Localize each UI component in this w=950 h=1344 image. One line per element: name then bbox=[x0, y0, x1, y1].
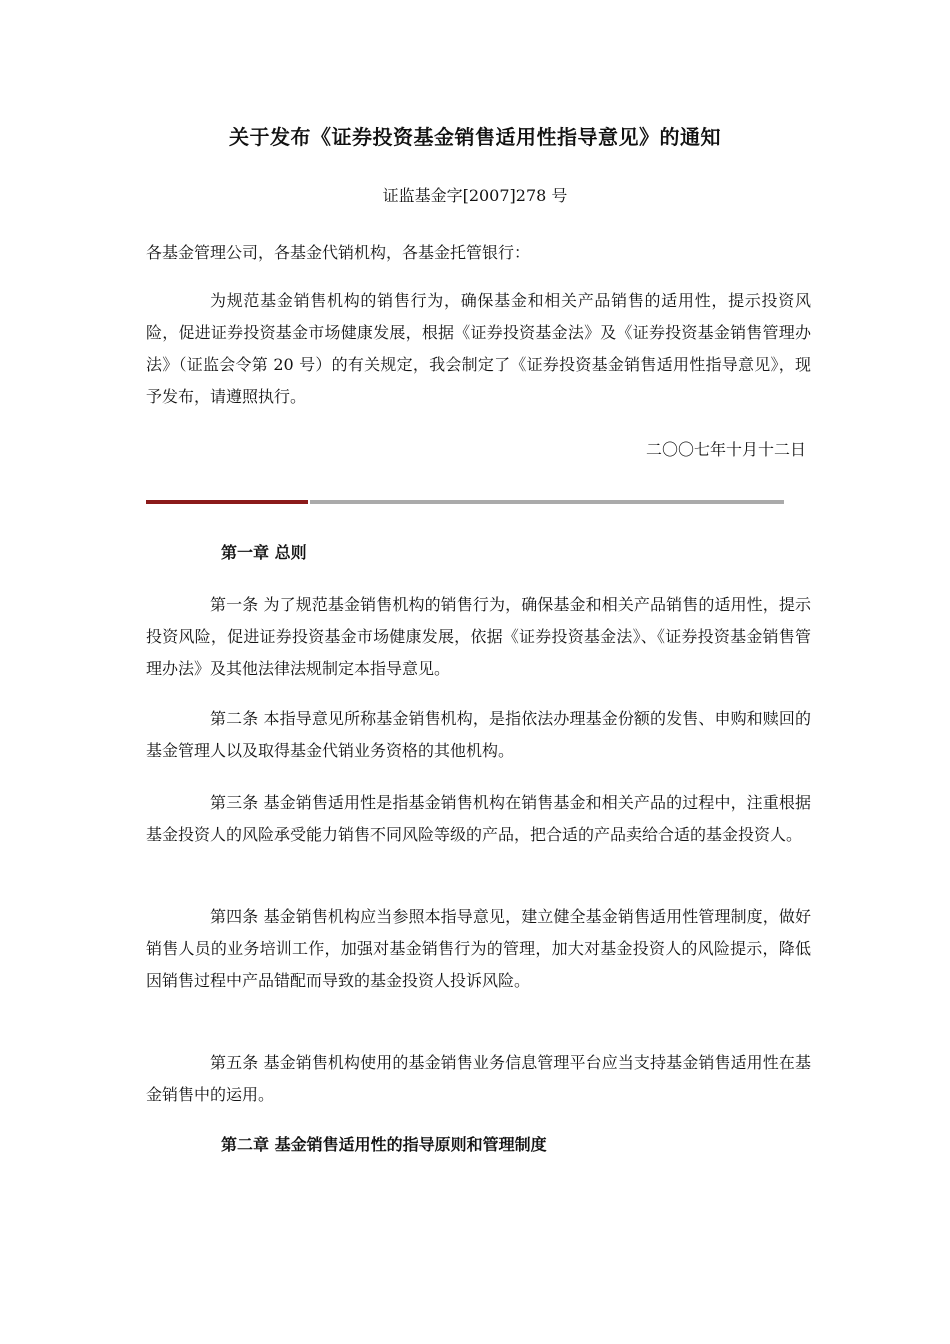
article-3: 第三条 基金销售适用性是指基金销售机构在销售基金和相关产品的过程中，注重根据基金投资人的风险承受能力销售不同风险等级的产品，把合适的产品卖给合适的基金投资人。 bbox=[146, 793, 811, 844]
document-title: 关于发布《证券投资基金销售适用性指导意见》的通知 bbox=[229, 125, 721, 149]
chapter-heading-1: 第一章 总则 bbox=[221, 543, 307, 562]
intro-paragraph: 为规范基金销售机构的销售行为，确保基金和相关产品销售的适用性，提示投资风险，促进证券投资基金市场健康发展，根据《证券投资基金法》及《证券投资基金销售管理办法》（证监会令第 20 号）的有关规定，我会制定了《证券投资基金销售适用性指导意见》，现予发布，请遵照执行。 bbox=[146, 291, 811, 406]
document-number: 证监基金字[2007]278 号 bbox=[382, 186, 568, 205]
section-divider bbox=[146, 500, 784, 504]
divider-gray-segment bbox=[310, 500, 784, 504]
addressee-line: 各基金管理公司，各基金代销机构，各基金托管银行： bbox=[146, 243, 531, 262]
divider-accent-segment bbox=[146, 500, 308, 504]
issue-date: 二〇〇七年十月十二日 bbox=[645, 440, 806, 459]
chapter-heading-2: 第二章 基金销售适用性的指导原则和管理制度 bbox=[221, 1135, 547, 1154]
article-2: 第二条 本指导意见所称基金销售机构，是指依法办理基金份额的发售、申购和赎回的基金管理人以及取得基金代销业务资格的其他机构。 bbox=[146, 709, 811, 760]
article-1: 第一条 为了规范基金销售机构的销售行为，确保基金和相关产品销售的适用性，提示投资风险，促进证券投资基金市场健康发展，依据《证券投资基金法》、《证券投资基金销售管理办法》及其他法律法规制定本指导意见。 bbox=[146, 595, 811, 678]
article-4: 第四条 基金销售机构应当参照本指导意见，建立健全基金销售适用性管理制度，做好销售人员的业务培训工作，加强对基金销售行为的管理，加大对基金投资人的风险提示，降低因销售过程中产品错配而导致的基金投资人投诉风险。 bbox=[146, 907, 811, 990]
article-5: 第五条 基金销售机构使用的基金销售业务信息管理平台应当支持基金销售适用性在基金销售中的运用。 bbox=[146, 1053, 811, 1104]
